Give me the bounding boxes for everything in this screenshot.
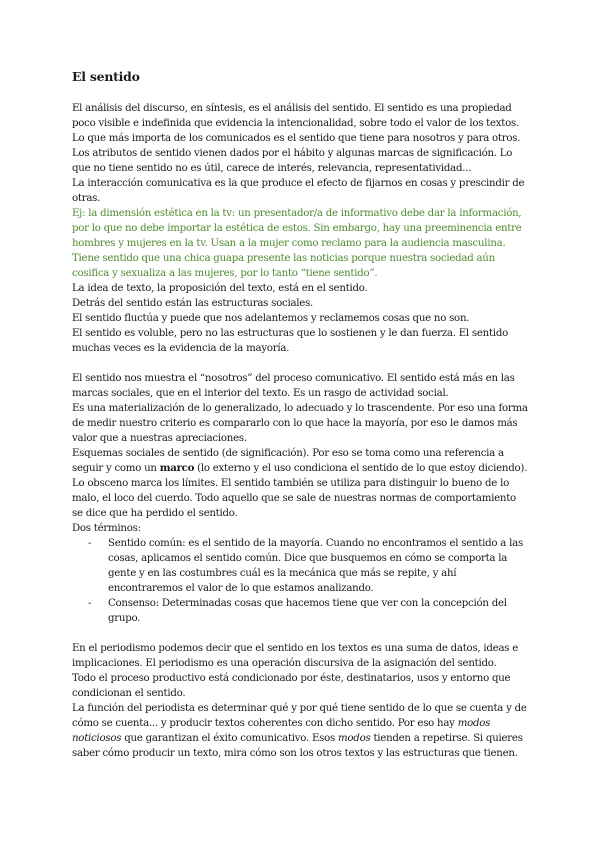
marco-paragraph	[72, 446, 528, 476]
bold-term: marco	[159, 462, 195, 474]
document-body	[72, 68, 528, 761]
paragraph: La interacción comunicativa es la que produce el efecto de fijarnos en cosas y prescindir de otras.	[72, 178, 525, 204]
example-paragraph: Tiene sentido que una chica guapa presente las noticias porque nuestra sociedad aún cosifica y sexualiza a las mujeres, por lo tanto “tiene sentido”.	[72, 253, 495, 279]
paragraph-gap	[72, 356, 528, 371]
italic-term: modos noticiosos	[72, 718, 491, 744]
text-span: Esquemas sociales de sentido (de significación). Por eso se toma como una referencia a seguir y como un	[72, 448, 504, 474]
paragraph-gap	[72, 626, 528, 641]
paragraph: Detrás del sentido están las estructuras sociales.	[72, 298, 314, 309]
paragraph: Todo el proceso productivo está condicionado por éste, destinatarios, usos y entorno que condicionan el sentido.	[72, 673, 511, 699]
text-span: La función del periodista es determinar qué y por qué tiene sentido de lo que se cuenta y de cómo se cuenta... y producir textos coherentes con dicho sentido. Por eso hay	[72, 703, 527, 729]
list-item	[72, 596, 528, 626]
text-span: (lo externo y el uso condiciona el sentido de lo que estoy diciendo).	[194, 463, 528, 474]
paragraph: El sentido fluctúa y puede que nos adelantemos y reclamemos cosas que no son.	[72, 313, 470, 324]
paragraph: Es una materialización de lo generalizado, lo adecuado y lo trascendente. Por eso una forma de medir nuestro criterio es compararlo con lo que hace la mayoría, por eso le damos más valor que a nuestras apreciaciones.	[72, 403, 528, 444]
list-bullet: -	[88, 598, 92, 609]
paragraph: Los atributos de sentido vienen dados por el hábito y algunas marcas de significación. Lo que no tiene sentido no es útil, carece de interés, relevancia, representatividad...	[72, 148, 513, 174]
final-paragraph	[72, 701, 528, 761]
paragraph: Lo obsceno marca los límites. El sentido también se utiliza para distinguir lo bueno de lo malo, el loco del cuerdo. Todo aquello que se sale de nuestras normas de comportamiento se dice que ha perdido el sentido.	[72, 478, 516, 519]
paragraph: En el periodismo podemos decir que el sentido en los textos es una suma de datos, ideas e implicaciones. El periodismo es una operación discursiva de la asignación del sentido.	[72, 643, 519, 669]
text-span: que garantizan el éxito comunicativo. Esos	[121, 733, 339, 744]
list-item-text: Consenso: Determinadas cosas que hacemos tiene que ver con la concepción del grupo.	[108, 598, 507, 624]
example-paragraph: Ej: la dimensión estética en la tv: un presentador/a de informativo debe dar la información, por lo que no debe importar la estética de estos. Sin embargo, hay una preeminencia entre hombres y mujeres en la tv. Usan a la mujer como reclamo para la audiencia masculina.	[72, 208, 522, 249]
paragraph: Dos términos:	[72, 523, 141, 534]
terms-list	[72, 536, 528, 626]
text-span: tienden a repetirse. Si quieres saber cómo producir un texto, mira cómo son los otros textos y las estructuras que tienen.	[72, 733, 523, 759]
paragraph: El sentido es voluble, pero no las estructuras que lo sostienen y le dan fuerza. El sentido muchas veces es la evidencia de la mayoría.	[72, 328, 508, 354]
paragraph: El sentido nos muestra el “nosotros” del proceso comunicativo. El sentido está más en las marcas sociales, que en el interior del texto. Es un rasgo de actividad social.	[72, 373, 515, 399]
paragraph: La idea de texto, la proposición del texto, está en el sentido.	[72, 283, 368, 294]
list-item	[72, 536, 528, 596]
paragraph: El análisis del discurso, en síntesis, es el análisis del sentido. El sentido es una propiedad poco visible e indefinida que evidencia la intencionalidad, sobre todo el valor de los textos.	[72, 103, 519, 129]
italic-term: modos	[338, 733, 371, 744]
list-item-text: Sentido común: es el sentido de la mayoría. Cuando no encontramos el sentido a las cosas, aplicamos el sentido común. Dice que busquemos en cómo se comporta la gente y en las costumbres cuál es la mecánica que más se repite, y ahí encontraremos el valor de lo que estamos analizando.	[108, 538, 523, 594]
paragraph: Lo que más importa de los comunicados es el sentido que tiene para nosotros y para otros.	[72, 133, 521, 144]
list-bullet: -	[88, 538, 92, 549]
document-title: El sentido	[72, 69, 140, 84]
